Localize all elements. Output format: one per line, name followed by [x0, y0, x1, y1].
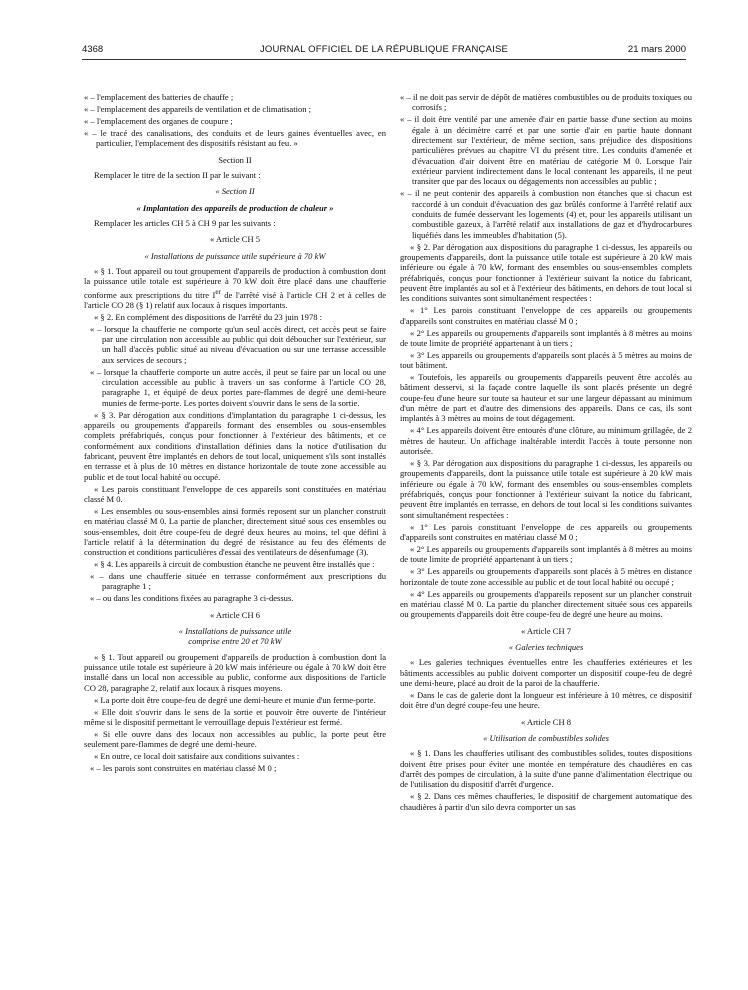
paragraph: « – l'emplacement des appareils de ventilation et de climatisation ;: [84, 103, 312, 114]
paragraph: « Les galeries techniques éventuelles entre les chaufferies extérieures et les bâtiments accessibles au public doivent comporter un dispositif coupe-feu de degré une demi-heure, placé au droit de la paroi de la chaufferie.: [400, 657, 692, 688]
heading: « Installations de puissance utile comprise entre 20 et 70 kW: [178, 626, 292, 647]
left-column: [84, 92, 386, 775]
paragraph: « – le tracé des canalisations, des conduits et de leurs gaines éventuelles avec, en particulier, l'emplacement des dispositifs résistant au feu. »: [84, 127, 386, 149]
paragraph: « 3° Les appareils ou groupements d'appareils sont placés à 5 mètres en distance horizontale de toute zone accessible au public et de tout local habité ou occupé ;: [400, 566, 692, 587]
paragraph: « § 1. Dans les chaufferies utilisant des combustibles solides, toutes dispositions doivent être prises pour éviter une montée en température des chaudières en cas d'arrêt des pompes de circulation, à la suite d'une panne d'alimentation électrique ou de l'utilisation du dispositif d'arrêt d'urgence.: [400, 748, 692, 790]
paragraph: « 2° Les appareils ou groupements d'appareils sont implantés à 8 mètres au moins de toute limite de propriété appartenant à un tiers ;: [400, 543, 692, 565]
paragraph: « – l'emplacement des batteries de chauffe ;: [84, 92, 234, 102]
paragraph: « Si elle ouvre dans des locaux non accessibles au public, la porte peut être seulement pare-flammes de degré une demi-heure.: [84, 728, 386, 750]
paragraph: « § 3. Par dérogation aux dispositions du paragraphe 1 ci-dessus, les appareils ou groupements d'appareils, dont la puissance utile totale est supérieure à 20 kW mais inférieure ou égale à 70 kW, formant des ensembles ou sous-ensembles complets préfabriqués, conçus pour fonctionner à l'extérieur suivant la notice du fabricant, peuvent être implantés en terrasse, en dehors de tout local si les conditions suivantes sont simultanément respectées :: [400, 458, 692, 520]
heading: « Article CH 6: [209, 609, 261, 620]
paragraph: « § 4. Les appareils à circuit de combustion étanche ne peuvent être installés que :: [94, 559, 375, 570]
page-number: 4368: [82, 44, 104, 55]
paragraph: « Dans le cas de galerie dont la longueur est inférieure à 10 mètres, ce dispositif doit être d'un degré coupe-feu une heure.: [400, 689, 692, 711]
paragraph: « – les parois sont construites en matériau classé M 0 ;: [90, 763, 277, 774]
paragraph: « – lorsque la chaufferie comporte un autre accès, il peut se faire par un local ou une circulation accessible au public à travers un sas conforme à l'article CO 28, paragraphe 1, et équipé de deux portes pare-flammes de degré une demi-heure munies de ferme-porte. Les portes doivent s'ouvrir dans le sens de la sortie.: [90, 366, 386, 408]
heading: « Implantation des appareils de production de chaleur »: [136, 202, 334, 213]
paragraph: « Les ensembles ou sous-ensembles ainsi formés reposent sur un plancher construit en matériau classé M 0. La partie de plancher, directement situé sous ces ensembles ou sous-ensembles, doit être coupe-feu de degré deux heures au moins, tel que défini à l'article relatif à la détermination du degré de résistance au feu des éléments de construction et conditions particulières d'essai des ventilateurs de désenfumage (3).: [84, 505, 386, 558]
paragraph: Remplacer le titre de la section II par le suivant :: [94, 169, 261, 180]
paragraph: « – dans une chaufferie située en terrasse conformément aux prescriptions du paragraphe 1 ;: [90, 571, 386, 592]
paragraph: « La porte doit être coupe-feu de degré une demi-heure et munie d'un ferme-porte.: [94, 694, 376, 705]
paragraph: Remplacer les articles CH 5 à CH 9 par les suivants :: [94, 217, 276, 228]
issue-date: 21 mars 2000: [627, 44, 686, 55]
header-rule: [82, 59, 686, 60]
paragraph: « § 3. Par dérogation aux conditions d'implantation du paragraphe 1 ci-dessus, les appareils ou groupements d'appareils formant des ensembles ou sous-ensembles complets préfabriqués, conçus pour fonctionner à l'extérieur des bâtiments, et ce conformément aux conditions d'installation définies dans la notice d'utilisation du fabricant, peuvent être implantés en dehors de tout local, uniquement s'ils sont installés en terrasse et à plus de 10 mètres en distance horizontale de toute zone accessible au public et de tout local habité ou occupé.: [84, 409, 386, 482]
paragraph: « § 1. Tout appareil ou groupement d'appareils de production à combustion dont la puissance utile totale est supérieure à 20 kW mais inférieure ou égale à 70 kW doit être installé dans un local non accessible au public, conforme aux dispositions de l'article CO 28, paragraphe 2, relatif aux locaux à risques moyens.: [84, 651, 386, 693]
heading: « Section II: [215, 186, 255, 197]
paragraph: « – il ne doit pas servir de dépôt de matières combustibles ou de produits toxiques ou corrosifs ;: [400, 92, 692, 113]
paragraph: « § 2. Par dérogation aux dispositions du paragraphe 1 ci-dessus, les appareils ou groupements d'appareils, dont la puissance utile totale est supérieure à 20 kW mais inférieure ou égale à 70 kW, formant des ensembles ou sous-ensembles complets préfabriqués, conçus pour fonctionner à l'extérieur suivant la notice du fabricant, peuvent être implantés au sol et à l'extérieur des bâtiments, en dehors de tout local si les conditions suivantes sont simultanément respectées :: [400, 241, 692, 304]
paragraph: « 4° Les appareils doivent être entourés d'une clôture, au minimum grillagée, de 2 mètres de hauteur. Un affichage inaltérable interdit l'accès à toute personne non autorisée.: [400, 425, 692, 457]
paragraph: « – ou dans les conditions fixées au paragraphe 3 ci-dessus.: [90, 593, 294, 604]
heading: « Article CH 8: [520, 716, 572, 727]
page-header: [82, 44, 686, 58]
paragraph: « – il ne peut contenir des appareils à combustion non étanches que si chacun est raccordé à un conduit d'évacuation des gaz brûlés conforme à l'arrêté relatif aux conduits de fumée desservant les logements (4) et, pour les appareils utilisant un combustible gazeux, à l'arrêté relatif aux installations de gaz et d'hydrocarbures liquéfiés dans les immeubles d'habitation (5).: [400, 188, 692, 240]
paragraph: « 4° Les appareils ou groupements d'appareils reposent sur un plancher construit en matériau classé M 0. La partie du plancher directement située sous ces appareils ou groupements d'appareils doit être coupe-feu de degré une heure au moins.: [400, 588, 692, 620]
heading: « Utilisation de combustibles solides: [483, 732, 609, 743]
paragraph: « 1° Les parois constituant l'enveloppe de ces appareils ou groupements d'appareils sont construites en matériau classé M 0 ;: [400, 305, 692, 326]
heading: Section II: [218, 154, 252, 165]
heading: « Article CH 7: [520, 625, 572, 636]
paragraph: « Les parois constituant l'enveloppe de ces appareils sont constituées en matériau classé M 0.: [84, 483, 386, 504]
paragraph: « § 1. Tout appareil ou tout groupement d'appareils de production à combustion dont la puissance utile totale est supérieure à 70 kW doit être placé dans une chaufferie conforme aux prescriptions du titre Ier de l'arrêté visé à l'article CH 2 et à celles de l'article CO 28 (§ 1) relatif aux locaux à risques importants.: [84, 265, 386, 310]
paragraph: « En outre, ce local doit satisfaire aux conditions suivantes :: [94, 751, 300, 762]
paragraph: « – il doit être ventilé par une amenée d'air en partie basse d'une section au moins égale à un décimètre carré et par une sortie d'air en partie haute donnant directement sur l'extérieur, de même section, sans préjudice des dispositions particulières prévues au chapitre VI du présent titre. Les conduits d'amenée et d'évacuation d'air doivent être en matériau de catégorie M 0. Lorsque l'air extérieur parvient indirectement dans le local contenant les appareils, il ne peut transiter que par des locaux ou dégagements non accessibles au public ;: [400, 114, 692, 187]
paragraph: « 2° Les appareils ou groupements d'appareils sont implantés à 8 mètres au moins de toute limite de propriété appartenant à un tiers ;: [400, 327, 692, 348]
paragraph: « Toutefois, les appareils ou groupements d'appareils peuvent être accolés au bâtiment desservi, si la façade contre laquelle ils sont placés présente un degré coupe-feu d'une heure sur toute sa hauteur et sur une largeur dépassant au minimum d'un mètre de part et d'autre des dimensions des appareils. Dans ce cas, ils sont implantés à 3 mètres au moins de tout dégagement.: [400, 372, 692, 424]
paragraph: « – l'emplacement des organes de coupure ;: [84, 115, 233, 126]
heading: « Installations de puissance utile supérieure à 70 kW: [144, 250, 326, 261]
journal-title: JOURNAL OFFICIEL DE LA RÉPUBLIQUE FRANÇAISE: [259, 44, 509, 55]
paragraph: « § 2. Dans ces mêmes chaufferies, le dispositif de chargement automatique des chaudières à partir d'un silo devra comporter un sas: [400, 791, 692, 812]
heading: « Galeries techniques: [508, 641, 584, 652]
paragraph: « Elle doit s'ouvrir dans le sens de la sortie et pouvoir être ouverte de l'intérieur même si le dispositif permettant le verrouillage depuis l'extérieur est fermé.: [84, 706, 386, 728]
paragraph: « – lorsque la chaufferie ne comporte qu'un seul accès direct, cet accès peut se faire par une circulation non accessible au public qui doit déboucher sur l'extérieur, sur un hall d'accès public situé au niveau d'évacuation ou sur une terrasse accessible aux services de secours ;: [90, 323, 386, 365]
paragraph: « § 2. En complément des dispositions de l'arrêté du 23 juin 1978 :: [94, 311, 322, 322]
right-column: [400, 92, 692, 814]
paragraph: « 1° Les parois constituant l'enveloppe de ces appareils ou groupements d'appareils sont construites en matériau classé M 0 ;: [400, 521, 692, 543]
heading: « Article CH 5: [209, 234, 261, 245]
paragraph: « 3° Les appareils ou groupements d'appareils sont placés à 5 mètres au moins de tout bâtiment.: [400, 349, 692, 371]
